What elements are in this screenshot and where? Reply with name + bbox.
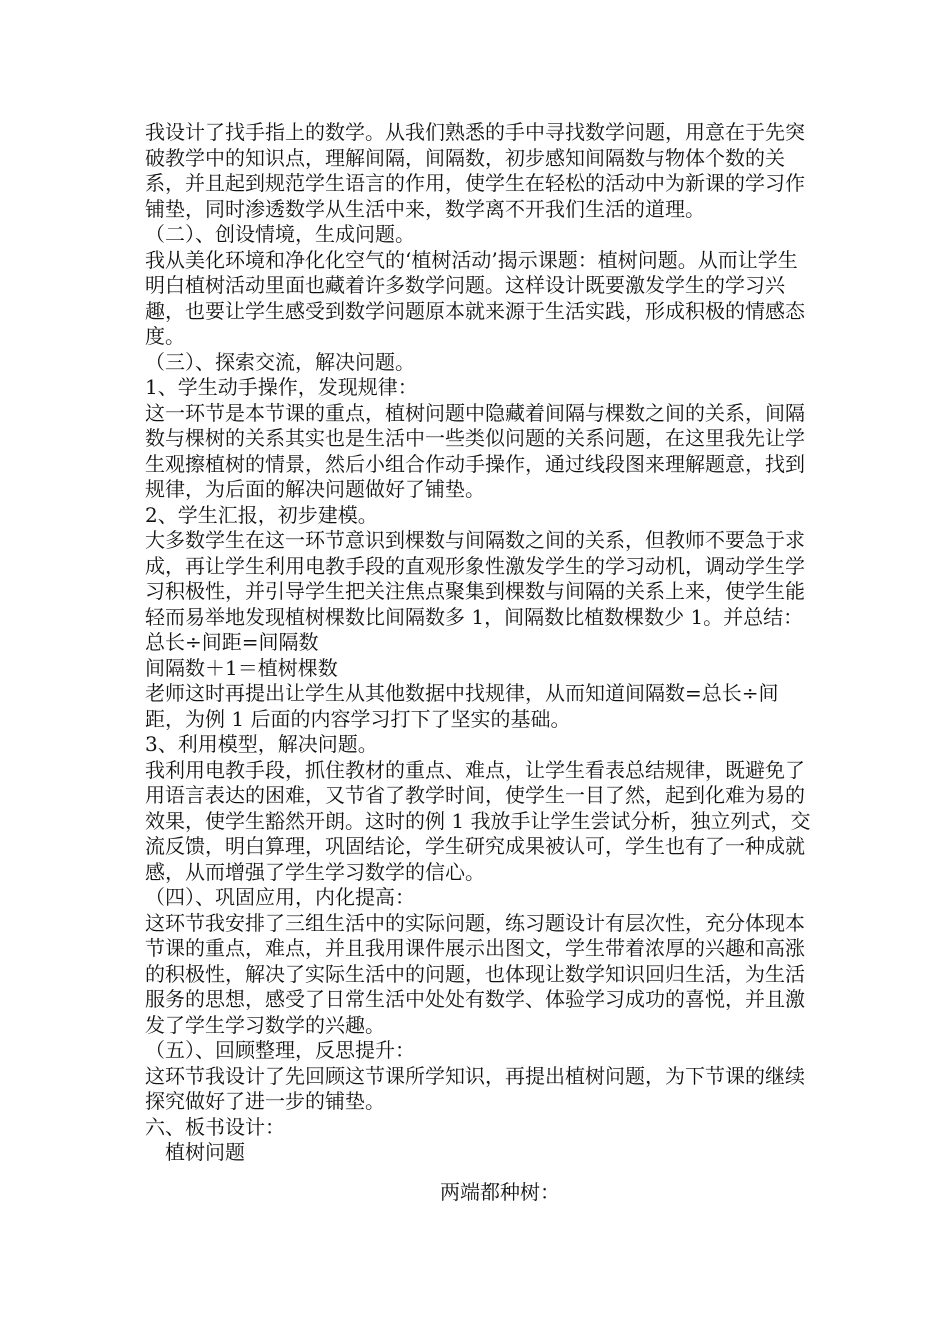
document-body [145, 120, 815, 1205]
subheading: 1、学生动手操作，发现规律： [145, 375, 418, 399]
paragraph: 大多数学生在这一环节意识到棵数与间隔数之间的关系，但教师不要急于求成，再让学生利用电教手段的直观形象性激发学生的学习动机，调动学生学习积极性，并引导学生把关注焦点聚集到棵数与间隔的关系上来，使学生能轻而易举地发现植树棵数比间隔数多 1，间隔数比植数棵数少 1。并总结： [145, 528, 805, 629]
paragraph-intro: 我设计了找手指上的数学。从我们熟悉的手中寻找数学问题，用意在于先突破教学中的知识点，理解间隔，间隔数，初步感知间隔数与物体个数的关系，并且起到规范学生语言的作用，使学生在轻松的活动中为新课的学习作铺垫，同时渗透数学从生活中来，数学离不开我们生活的道理。 [145, 120, 805, 221]
paragraph: 我利用电教手段，抓住教材的重点、难点，让学生看表总结规律，既避免了用语言表达的困难，又节省了教学时间，使学生一目了然，起到化难为易的效果，使学生豁然开朗。这时的例 1 我放手让学生尝试分析，独立列式，交流反馈，明白算理，巩固结论，学生研究成果被认可，学生也有了一种成就感，从而增强了学生学习数学的信心。 [145, 757, 811, 884]
paragraph: 这一环节是本节课的重点，植树问题中隐藏着间隔与棵数之间的关系，间隔数与棵树的关系其实也是生活中一些类似问题的关系问题，在这里我先让学生观擦植树的情景，然后小组合作动手操作，通过线段图来理解题意，找到规律，为后面的解决问题做好了铺垫。 [145, 400, 805, 501]
section-heading-3: （三）、探索交流，解决问题。 [145, 349, 415, 374]
paragraph: 老师这时再提出让学生从其他数据中找规律，从而知道间隔数=总长÷间距，为例 1 后面的内容学习打下了坚实的基础。 [145, 681, 779, 731]
subheading: 2、学生汇报，初步建模。 [145, 502, 378, 527]
subheading: 3、利用模型，解决问题。 [145, 732, 378, 756]
formula-line: 间隔数＋1＝植树棵数 [145, 655, 338, 680]
section-heading-2: （二）、创设情境，生成问题。 [145, 222, 415, 246]
section-heading-5: （五）、回顾整理，反思提升： [145, 1038, 415, 1062]
board-subtitle: 两端都种树： [440, 1179, 560, 1204]
paragraph: 这环节我安排了三组生活中的实际问题，练习题设计有层次性，充分体现本节课的重点，难点，并且我用课件展示出图文，学生带着浓厚的兴趣和高涨的积极性，解决了实际生活中的问题，也体现让数学知识回归生活，为生活服务的思想，感受了日常生活中处处有数学、体验学习成功的喜悦，并且激发了学生学习数学的兴趣。 [145, 910, 805, 1037]
board-title: 植树问题 [165, 1140, 245, 1164]
paragraph: 我从美化环境和净化化空气的‘植树活动’揭示课题：植树问题。从而让学生明白植树活动里面也藏着许多数学问题。这样设计既要激发学生的学习兴趣，也要让学生感受到数学问题原本就来源于生活实践，形成积极的情感态度。 [145, 247, 805, 348]
section-heading-4: （四）、巩固应用，内化提高： [145, 885, 415, 909]
section-heading-6: 六、板书设计： [145, 1114, 285, 1139]
formula-line: 总长÷间距=间隔数 [145, 630, 319, 654]
paragraph: 这环节我设计了先回顾这节课所学知识，再提出植树问题，为下节课的继续探究做好了进一步的铺垫。 [145, 1063, 805, 1113]
